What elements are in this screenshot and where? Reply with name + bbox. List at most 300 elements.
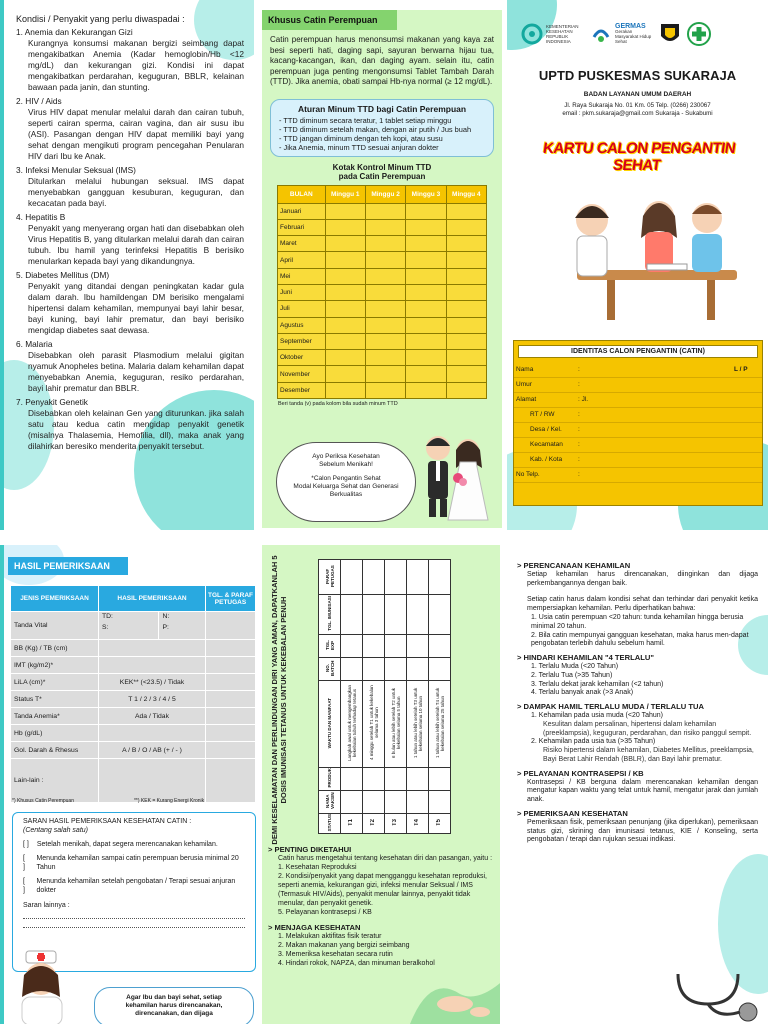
check-cell[interactable] (365, 382, 405, 398)
bubble-line: Ayo Periksa Kesehatan (312, 453, 380, 460)
imunisasi-attr-row (319, 813, 451, 833)
check-cell[interactable] (325, 219, 365, 235)
ttd-rules-box (270, 99, 494, 157)
status-cell: T1 (341, 813, 363, 833)
puskesmas-name: UPTD PUSKESMAS SUKARAJA (538, 68, 737, 83)
hasil-value-cell[interactable]: Ada / Tidak (99, 708, 206, 725)
footnote: *) Khusus Catin Perempuan (12, 798, 74, 804)
check-cell[interactable] (365, 268, 405, 284)
disease-title: 7. Penyakit Genetik (16, 397, 88, 407)
section-item-desc: Kesulitan dalam persalinan, hipertensi dalam kehamilan (preeklampsia), keguguran, perdarahan, dan risiko panggul sempit. (543, 720, 752, 737)
penting-item: 5. Pelayanan kontrasepsi / KB (278, 909, 372, 916)
identity-value-field[interactable]: : (576, 452, 732, 467)
section-item: 1. Terlalu Muda (<20 Tahun) (531, 662, 619, 670)
paraf-cell[interactable] (206, 725, 256, 742)
disease-title: 3. Infeksi Menular Seksual (IMS) (16, 165, 136, 175)
hasil-value-cell[interactable]: KEK** (<23.5) / Tidak (99, 674, 206, 691)
check-cell[interactable] (406, 268, 446, 284)
imunisasi-entry-cell[interactable] (385, 790, 407, 813)
bubble-line: Modal Keluarga Sehat dan Generasi (293, 483, 399, 490)
bubble-line: *Calon Pengantin Sehat (311, 475, 381, 482)
footnote: **) KEK = Kurang Energi Kronik (133, 798, 205, 804)
imunisasi-attr-row (319, 595, 451, 635)
disease-title: 2. HIV / Aids (16, 96, 62, 106)
imunisasi-attr-row (319, 790, 451, 813)
check-cell[interactable] (325, 284, 365, 300)
hasil-row (11, 612, 256, 640)
bubble-line: Berkualitas (329, 491, 363, 498)
regency-crest-icon (659, 22, 681, 46)
ttd-row (278, 350, 487, 366)
imunisasi-entry-cell[interactable] (363, 560, 385, 595)
check-cell[interactable] (446, 301, 486, 317)
kotak-title-line: Kotak Kontrol Minum TTD (332, 162, 432, 172)
section-paragraph: Setiap catin harus dalam kondisi sehat dan terhindar dari penyakit ketika mempersiapkan kehamilan. Perlu diperhatikan bahwa: (527, 596, 758, 613)
identity-row (514, 407, 762, 422)
identity-extra (732, 407, 762, 422)
check-cell[interactable] (365, 252, 405, 268)
saran-sub: (Centang salah satu) (23, 827, 88, 834)
check-cell[interactable] (365, 317, 405, 333)
month-cell: Mei (278, 268, 326, 284)
check-cell[interactable] (365, 236, 405, 252)
section-paragraph: Pemeriksaan fisik, pemeriksaan penunjang (jika diperlukan), pemeriksaan status gizi, skrining dan imunisasi tetanus, KIE / Konseling, serta pengobatan / terapi dan rujukan sesuai indikasi. (527, 818, 758, 844)
hasil-row (11, 725, 256, 742)
hasil-row (11, 742, 256, 759)
jaga-item: 4. Hindari rokok, NAPZA, dan minuman beralkohol (278, 960, 435, 967)
imunisasi-entry-cell[interactable] (429, 658, 451, 681)
identity-row (514, 437, 762, 452)
col-week: Minggu 3 (406, 185, 446, 203)
imunisasi-entry-cell[interactable] (407, 790, 429, 813)
check-cell[interactable] (446, 219, 486, 235)
manfaat-cell: Langkah awal untuk mengembangkan kekebalan tubuh terhadap tetanus (341, 681, 363, 768)
ajak-line: direncanakan, dan dijaga (135, 1010, 213, 1017)
check-cell[interactable] (325, 268, 365, 284)
ajak-bubble (94, 987, 254, 1024)
manfaat-cell: 4 minggu setelah T1 untuk kekebalan selama 3 tahun (363, 681, 385, 768)
identity-value-field[interactable]: : (576, 362, 732, 377)
check-cell[interactable] (446, 284, 486, 300)
jenis-cell: IMT (kg/m2)* (11, 657, 99, 674)
vital-td: TD: (102, 613, 113, 620)
disease-item (16, 96, 244, 162)
check-cell[interactable] (325, 301, 365, 317)
imunisasi-attr-row (319, 681, 451, 768)
disease-desc: Kurangnya konsumsi makanan bergizi seimbang dapat mengakibatkan Anemia (Kadar hemoglobin/Hb <12 mg/dL) dan kekurangan gizi. Kondisi ini dapat mengakibatkan perdarahan, keguguran, BBLR, kelainan bawaan pada janin, dan stunting. (28, 38, 244, 92)
kehamilan-info (507, 545, 768, 845)
saran-option-text: Menunda kehamilan setelah pengobatan / Terapi sesuai anjuran dokter (36, 878, 236, 894)
disease-item (16, 212, 244, 267)
kotak-title-line: pada Catin Perempuan (338, 171, 426, 181)
imunisasi-header-cell: NAMA VAKSIN (319, 790, 341, 813)
hasil-row (11, 640, 256, 657)
disease-list (16, 27, 244, 452)
imunisasi-entry-cell[interactable] (429, 560, 451, 595)
identity-value-field[interactable]: : (576, 467, 732, 482)
jaga-item: 1. Melakukan aktifitas fisik teratur (278, 933, 382, 940)
identity-title: IDENTITAS CALON PENGANTIN (CATIN) (518, 345, 758, 358)
section-item: 2. Kehamilan pada usia tua (>35 Tahun) (531, 738, 656, 746)
imunisasi-entry-cell[interactable] (407, 635, 429, 658)
check-cell[interactable] (325, 382, 365, 398)
saran-option-text: Menunda kehamilan sampai catin perempuan berusia minimal 20 Tahun (36, 855, 239, 871)
jenis-cell: Tanda Anemia* (11, 708, 99, 725)
section-paragraph: Setiap kehamilan harus direncanakan, diinginkan dan dijaga perkembangannya dengan baik. (527, 570, 758, 587)
hasil-value-cell[interactable] (99, 640, 206, 657)
month-cell: Agustus (278, 317, 326, 333)
imunisasi-entry-cell[interactable] (385, 595, 407, 635)
manfaat-cell: 1 tahun atau lebih setelah T3 untuk kekebalan selama 10 tahun (407, 681, 429, 768)
section-paragraph: Kontrasepsi / KB berguna dalam merencanakan kehamilan dengan mengatur kapan waktu yang telat untuk hamil, mengatur jarak dan jumlah anak. (527, 778, 758, 804)
imunisasi-header-cell: NO. BATCH (319, 658, 341, 681)
imunisasi-table (318, 559, 451, 834)
identity-label: Kecamatan (514, 437, 576, 452)
imunisasi-header-cell: PARAF PETUGAS (319, 560, 341, 595)
imunisasi-attr-row (319, 658, 451, 681)
ttd-rule: - TTD diminum secara teratur, 1 tablet setiap minggu (279, 115, 452, 125)
hasil-row (11, 674, 256, 691)
check-cell[interactable] (325, 366, 365, 382)
table-note: Beri tanda (v) pada kolom bila sudah minum TTD (278, 401, 398, 408)
paraf-cell[interactable] (206, 657, 256, 674)
bubble-line: Sebelum Menikah! (319, 461, 373, 468)
identity-label: No Telp. (514, 467, 576, 482)
disease-desc: Disebabkan oleh kelainan Gen yang diturunkan. jika salah satu atau kedua catin mengidap penyakit genetik (misalnya Thalasemia, Hemofilia, dll), maka anak yang dilahirkan beresiko menderita penyakit tersebut. (28, 408, 244, 451)
imunisasi-entry-cell[interactable] (407, 595, 429, 635)
col-week: Minggu 2 (365, 185, 405, 203)
ttd-row (278, 203, 487, 219)
ttd-row (278, 317, 487, 333)
check-cell[interactable] (365, 301, 405, 317)
disease-desc: Virus HIV dapat menular melalui darah dan cairan tubuh, seperti cairan sperma, cairan vagina, dan air susu ibu (ASI). Pasangan dengan HIV dapat memiliki bayi yang sehat dengan mengikuti program pencegahan Penularan HIV dari Ibu ke Anak. (28, 107, 244, 161)
check-cell[interactable] (365, 333, 405, 349)
ttd-row (278, 236, 487, 252)
kemenkes-logo (521, 23, 584, 45)
imunisasi-attr-row (319, 768, 451, 791)
col-hasil: HASIL PEMERIKSAAN (99, 586, 206, 612)
check-cell[interactable] (365, 366, 405, 382)
imunisasi-entry-cell[interactable] (341, 560, 363, 595)
identity-extra (732, 452, 762, 467)
saran-title: SARAN HASIL PEMERIKSAAN KESEHATAN CATIN : (23, 818, 192, 825)
panel-diseases (0, 0, 254, 530)
address-line: Jl. Raya Sukaraja No. 01 Km. 05 Telp. (0266) 230067 (564, 102, 711, 109)
hasil-value-cell[interactable] (99, 657, 206, 674)
kemenkes-text: KEMENTERIAN KESEHATAN REPUBLIK INDONESIA (546, 24, 579, 44)
ttd-row (278, 284, 487, 300)
check-cell[interactable] (406, 301, 446, 317)
disease-item (16, 270, 244, 336)
saran-lain-label: Saran lainnya : (23, 902, 70, 909)
jaga-item: 3. Memeriksa kesehatan secara rutin (278, 951, 393, 958)
hasil-title: HASIL PEMERIKSAAN (8, 557, 128, 575)
check-cell[interactable] (406, 284, 446, 300)
identity-extra (732, 377, 762, 392)
imunisasi-entry-cell[interactable] (407, 658, 429, 681)
section-item: 2. Bila catin mempunyai gangguan kesehatan, maka harus men-dapat pengobatan terlebih dahulu sebelum hamil. (531, 631, 749, 648)
section-title: > PEMERIKSAAN KESEHATAN (517, 808, 628, 818)
ttd-row (278, 382, 487, 398)
hasil-value-cell[interactable]: A / B / O / AB (+ / - ) (99, 742, 206, 759)
check-cell[interactable] (446, 252, 486, 268)
disease-title: 6. Malaria (16, 339, 53, 349)
check-cell[interactable] (406, 366, 446, 382)
identity-extra (732, 422, 762, 437)
month-cell: Juni (278, 284, 326, 300)
identity-value-field[interactable]: : (576, 437, 732, 452)
penting-item: 1. Kesehatan Reproduksi (278, 864, 357, 871)
imunisasi-entry-cell[interactable] (341, 790, 363, 813)
vital-n: N: (162, 613, 170, 620)
section-header: Khusus Catin Perempuan (262, 10, 397, 30)
identity-row (514, 392, 762, 407)
imunisasi-entry-cell[interactable] (407, 768, 429, 791)
saran-option[interactable] (23, 854, 245, 872)
check-cell[interactable] (325, 317, 365, 333)
disease-desc: Penyakit yang ditandai dengan peningkatan kadar gula dalam darah. Ibu hamildengan DM berisiko mengalami hipertensi dalam kehamilan, mempunyai bayi lahir besar, bayi kuning, bayi lahir prematur, dan bayi berisiko mengidap diabetes saat dewasa. (28, 281, 244, 335)
imunisasi-entry-cell[interactable] (429, 768, 451, 791)
check-cell[interactable] (406, 236, 446, 252)
imunisasi-entry-cell[interactable] (341, 635, 363, 658)
month-cell: Maret (278, 236, 326, 252)
ttd-rules-title: Aturan Minum TTD bagi Catin Perempuan (297, 103, 467, 114)
check-cell[interactable] (446, 203, 486, 219)
identity-label: Desa / Kel. (514, 422, 576, 437)
identity-row (514, 452, 762, 467)
hasil-value-cell[interactable] (99, 725, 206, 742)
section-item: 1. Kehamilan pada usia muda (<20 Tahun) (531, 711, 663, 719)
disease-desc: Disebabkan oleh parasit Plasmodium melalui gigitan nyamuk Anopheles betina. Malaria dalam kehamilan dapat menyebabkan Anemia, keguguran, resiko perdarahan, bayi lahir prematur dan BBLR. (28, 350, 244, 393)
saran-option[interactable] (23, 840, 245, 849)
imunisasi-entry-cell[interactable] (429, 595, 451, 635)
check-cell[interactable] (406, 350, 446, 366)
hasil-footnotes (12, 798, 256, 804)
ttd-rule: - Jika Anemia, minum TTD sesuai anjuran dokter (279, 142, 439, 152)
imunisasi-entry-cell[interactable] (429, 790, 451, 813)
jenis-cell: Lain-lain : (11, 759, 99, 803)
email-line: email : pkm.sukaraja@gmail.com Sukaraja - Sukabumi (562, 110, 713, 117)
identity-extra (732, 467, 762, 482)
section-body: Catin perempuan harus menonsumsi makanan yang kaya zat besi seperti hati, daging sapi, sayuran berwarna hijau tua, kacang-kacangan, ikan, dan daging ayam. selain itu, catin perempuan juga penting mengonsumsi Tablet Tambah Darah (TTD). Jika anemia, obati sampai Hb-nya normal (≥ 12 mg/dL). (270, 35, 494, 86)
jenis-cell: Gol. Darah & Rhesus (11, 742, 99, 759)
paraf-cell[interactable] (206, 674, 256, 691)
check-cell[interactable] (406, 317, 446, 333)
month-cell: April (278, 252, 326, 268)
section-title: > PERENCANAAN KEHAMILAN (517, 561, 631, 570)
identity-extra (732, 437, 762, 452)
ttd-row (278, 333, 487, 349)
imunisasi-entry-cell[interactable] (341, 595, 363, 635)
month-cell: Desember (278, 382, 326, 398)
panel-hasil (0, 545, 256, 1024)
section-title: > PELAYANAN KONTRASEPSI / KB (517, 768, 644, 778)
check-cell[interactable] (406, 252, 446, 268)
check-cell[interactable] (406, 203, 446, 219)
manfaat-cell: 6 bulan atau lebih setelah T2 untuk kekebalan selama 5 tahun (385, 681, 407, 768)
section-item: 1. Usia catin perempuan <20 tahun: tunda kehamilan hingga berusia minimal 20 tahun. (531, 613, 744, 630)
paraf-cell[interactable] (206, 708, 256, 725)
panel-cover (507, 0, 768, 530)
penting-title: > PENTING DIKETAHUI (268, 845, 352, 854)
hasil-row (11, 657, 256, 674)
penting-item: 2. Kondisi/penyakit yang dapat mengganggu kesehatan reproduksi, seperti anemia, kekurangan gizi, infeksi menular Seksual / IMS (Termasuk HIV/Aids), penyakit menular lainnya, penyakit tidak menular, dan penyakit genetik. (278, 873, 487, 907)
imunisasi-entry-cell[interactable] (363, 635, 385, 658)
panel-catin-perempuan (262, 10, 502, 528)
penting-intro: Catin harus mengetahui tentang kesehatan diri dan pasangan, yaitu : (278, 855, 493, 862)
identity-row (514, 377, 762, 392)
hasil-value-cell[interactable] (99, 759, 206, 803)
imunisasi-entry-cell[interactable] (363, 595, 385, 635)
ajak-line: kehamilan harus direncanakan, (125, 1002, 223, 1009)
disease-item (16, 397, 244, 452)
imunisasi-entry-cell[interactable] (385, 560, 407, 595)
write-line[interactable] (23, 921, 245, 928)
ajak-line: Agar Ibu dan bayi sehat, setiap (126, 994, 222, 1001)
paraf-cell[interactable] (206, 612, 256, 640)
check-cell[interactable] (365, 350, 405, 366)
address (507, 102, 768, 118)
disease-title: 1. Anemia dan Kekurangan Gizi (16, 27, 133, 37)
section-item-desc: Risiko hipertensi dalam kehamilan, Diabetes Mellitus, preeklampsia, Bayi Berat Lahir Rendah (BBLR), dan Bayi lahir prematur. (543, 747, 754, 763)
identity-label: RT / RW (514, 407, 576, 422)
imunisasi-header-cell: TGL. EXP (319, 635, 341, 658)
check-cell[interactable] (406, 382, 446, 398)
month-cell: Juli (278, 301, 326, 317)
ttd-row (278, 301, 487, 317)
write-line[interactable] (23, 912, 245, 919)
col-paraf: TGL. & PARAF PETUGAS (206, 586, 256, 612)
imunisasi-entry-cell[interactable] (407, 560, 429, 595)
check-cell[interactable] (325, 333, 365, 349)
imunisasi-entry-cell[interactable] (385, 658, 407, 681)
imunisasi-heading-text: DEMI KESELAMATAN DAN PERLINDUNGAN DIRI YANG AMAN, DAPATKANLAH 5 DOSIS IMUNISASI TETANUS UNTUK KEKEBALAN PENUH (270, 555, 288, 845)
disease-title: 4. Hepatitis B (16, 212, 66, 222)
panel-imunisasi (262, 545, 500, 1024)
vital-cell[interactable] (99, 612, 159, 640)
month-cell: Oktober (278, 350, 326, 366)
check-cell[interactable] (446, 268, 486, 284)
imunisasi-header-cell: STATUS (319, 813, 341, 833)
check-cell[interactable] (446, 350, 486, 366)
imunisasi-attr-row (319, 635, 451, 658)
disease-desc: Penyakit yang menyerang organ hati dan disebabkan oleh Virus Hepatitis B, yang ditularkan melalui darah dan cairan tubuh. Ibu hamil yang terinfeksi Hepatitis B berisiko menularkan kepada bayi yang dikandungnya. (28, 223, 244, 266)
identity-extra: L / P (732, 362, 762, 377)
checkbox-bracket[interactable]: [ ] (23, 855, 25, 871)
jenis-cell: BB (Kg) / TB (cm) (11, 640, 99, 657)
check-cell[interactable] (325, 252, 365, 268)
check-cell[interactable] (365, 284, 405, 300)
germas-text: GERMAS (615, 23, 646, 30)
disease-item (16, 165, 244, 209)
check-cell[interactable] (365, 203, 405, 219)
imunisasi-header-cell: TGL. IMUNISASI (319, 595, 341, 635)
imunisasi-entry-cell[interactable] (363, 768, 385, 791)
hasil-table (10, 585, 256, 803)
check-cell[interactable] (325, 350, 365, 366)
checkbox-bracket[interactable]: [ ] (23, 878, 25, 894)
hasil-row (11, 691, 256, 708)
check-cell[interactable] (365, 219, 405, 235)
consultation-illustration (547, 180, 747, 325)
ttd-rule: - TTD diminum setelah makan, dengan air putih / Jus buah (279, 124, 472, 134)
vital-s: S: (102, 624, 109, 631)
blu-label: BADAN LAYANAN UMUM DAERAH (583, 91, 692, 98)
jaga-title: > MENJAGA KESEHATAN (268, 923, 361, 932)
check-cell[interactable] (406, 219, 446, 235)
section-item: 3. Terlalu dekat jarak kehamilan (<2 tahun) (531, 680, 664, 688)
status-cell: T2 (363, 813, 385, 833)
imunisasi-entry-cell[interactable] (363, 658, 385, 681)
imunisasi-entry-cell[interactable] (363, 790, 385, 813)
paraf-cell[interactable] (206, 691, 256, 708)
imunisasi-attr-row (319, 560, 451, 595)
imunisasi-entry-cell[interactable] (385, 635, 407, 658)
germas-logo (590, 23, 653, 45)
hasil-row (11, 759, 256, 803)
ttd-rule: - TTD jangan diminum dengan teh kopi, atau susu (279, 133, 443, 143)
check-cell[interactable] (325, 236, 365, 252)
imunisasi-entry-cell[interactable] (341, 658, 363, 681)
imunisasi-entry-cell[interactable] (385, 768, 407, 791)
check-cell[interactable] (446, 382, 486, 398)
month-cell: September (278, 333, 326, 349)
paraf-cell[interactable] (206, 759, 256, 803)
ttd-row (278, 219, 487, 235)
check-cell[interactable] (446, 317, 486, 333)
identity-form (513, 340, 763, 506)
nurse-illustration (8, 945, 78, 1024)
identity-label: Nama (514, 362, 576, 377)
imunisasi-entry-cell[interactable] (429, 635, 451, 658)
panel-kehamilan (507, 545, 768, 1024)
jenis-cell: Status T* (11, 691, 99, 708)
paraf-cell[interactable] (206, 742, 256, 759)
checkbox-bracket[interactable]: [ ] (23, 841, 29, 848)
jenis-cell: Tanda Vital (11, 612, 99, 640)
check-cell[interactable] (446, 333, 486, 349)
col-jenis: JENIS PEMERIKSAAN (11, 586, 99, 612)
imunisasi-entry-cell[interactable] (341, 768, 363, 791)
month-cell: Januari (278, 203, 326, 219)
identity-label: Kab. / Kota (514, 452, 576, 467)
check-cell[interactable] (406, 333, 446, 349)
saran-option-text: Setelah menikah, dapat segera merencanakan kehamilan. (36, 841, 218, 848)
jaga-item: 2. Makan makanan yang bergizi seimbang (278, 942, 410, 949)
family-feet-illustration (400, 934, 500, 1024)
identity-value-field[interactable]: : (576, 377, 732, 392)
imunisasi-header-cell: WAKTU DAN MANFAAT (319, 681, 341, 768)
status-cell: T4 (407, 813, 429, 833)
identity-value-field[interactable]: : Jl. (576, 392, 732, 407)
col-week: Minggu 1 (325, 185, 365, 203)
ttd-row (278, 366, 487, 382)
vital-cell[interactable] (159, 612, 206, 640)
paraf-cell[interactable] (206, 640, 256, 657)
section-title: > HINDARI KEHAMILAN "4 TERLALU" (517, 653, 654, 663)
disease-item (16, 27, 244, 93)
hasil-value-cell[interactable]: T 1 / 2 / 3 / 4 / 5 (99, 691, 206, 708)
check-cell[interactable] (325, 203, 365, 219)
identity-value-field[interactable]: : (576, 407, 732, 422)
saran-option[interactable] (23, 877, 245, 895)
identity-value-field[interactable]: : (576, 422, 732, 437)
identity-row (514, 467, 762, 482)
check-cell[interactable] (446, 366, 486, 382)
check-cell[interactable] (446, 236, 486, 252)
section-item: 2. Terlalu Tua (>35 Tahun) (531, 671, 613, 679)
disease-item (16, 339, 244, 394)
